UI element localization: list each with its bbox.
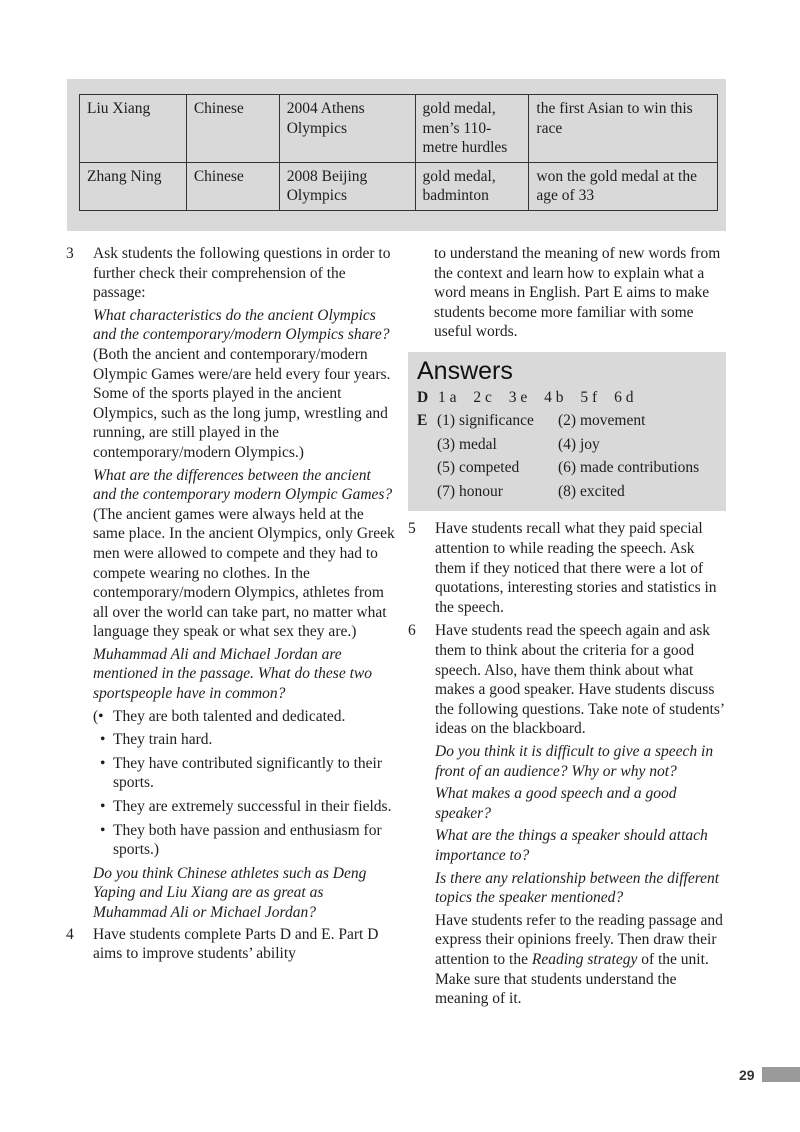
- page-number-bar: [762, 1067, 800, 1082]
- question-text: Muhammad Ali and Michael Jordan are mentioned in the passage. What do these two sportspeople have in common?: [93, 645, 372, 703]
- answers-part-e: [417, 409, 718, 503]
- step-3: [66, 244, 396, 923]
- nationality-cell: Chinese: [186, 162, 279, 210]
- page-number: 29: [739, 1067, 755, 1083]
- answer-item: 2 c: [473, 388, 492, 406]
- step-6-intro: Have students read the speech again and ask them to think about the criteria for a good speech. Also, have them think about what makes a good speaker. Have students discuss the following questions. Take note of students’ ideas on the blackboard.: [435, 622, 724, 738]
- answer-bullet-list: [93, 707, 396, 860]
- answer-item: (8) excited: [558, 482, 625, 500]
- reading-strategy-term: Reading strategy: [531, 950, 638, 968]
- list-item: • They train hard.: [100, 731, 213, 749]
- part-e-answers: [437, 409, 718, 503]
- answer-item: 5 f: [580, 388, 598, 406]
- answer-item: (2) movement: [558, 412, 646, 430]
- answer-text: (The ancient games were always held at the same place. In the ancient Olympics, only Greek men were allowed to compete and they had to compete wearing no clothes. In the contemporary/modern Olympics, athletes from all over the world can take part, no matter what language they speak or what sex they are.): [93, 505, 395, 641]
- question-text: What characteristics do the ancient Olympics and the contemporary/modern Olympics share?: [93, 306, 390, 344]
- left-column: [66, 244, 396, 964]
- step-4: [66, 925, 396, 964]
- table-row: [80, 95, 718, 163]
- step-3-intro: Ask students the following questions in order to further check their comprehension of the passage:: [93, 245, 391, 302]
- nationality-cell: Chinese: [186, 95, 279, 163]
- answer-item: (1) significance: [437, 412, 534, 430]
- step-4-text-continued: to understand the meaning of new words from the context and learn how to explain what a word means in English. Part E aims to make students become more familiar with some useful words.: [434, 245, 721, 341]
- right-column: [408, 244, 728, 1009]
- part-e-label: E: [417, 412, 428, 430]
- achievement-cell: gold medal, badminton: [415, 162, 529, 210]
- event-cell: 2004 Athens Olympics: [279, 95, 415, 163]
- question-text: Do you think it is difficult to give a speech in front of an audience? Why or why not?: [435, 743, 714, 780]
- note-cell: won the gold medal at the age of 33: [529, 162, 718, 210]
- answer-item: 1 a: [438, 388, 457, 406]
- answer-item: (4) joy: [558, 435, 600, 453]
- answers-box: [408, 352, 726, 512]
- step-5-text: Have students recall what they paid special attention to while reading the speech. Ask them if they noticed that there were a lot of quotations, interesting stories and statistics in the speech.: [435, 520, 717, 616]
- answer-item: 4 b: [544, 388, 564, 406]
- list-item: • They are extremely successful in their fields.: [100, 798, 392, 816]
- step-number: 5: [408, 520, 416, 538]
- question-paragraph: [93, 466, 396, 642]
- question-text: What are the things a speaker should attach importance to?: [435, 827, 708, 864]
- question-text: Do you think Chinese athletes such as Deng Yaping and Liu Xiang are as great as Muhammad Ali or Michael Jordan?: [93, 864, 367, 921]
- table-row: [80, 162, 718, 210]
- athlete-name-cell: Liu Xiang: [80, 95, 187, 163]
- step-number: 3: [66, 245, 74, 262]
- bullet-icon: •: [100, 754, 106, 772]
- event-cell: 2008 Beijing Olympics: [279, 162, 415, 210]
- athlete-name-cell: Zhang Ning: [80, 162, 187, 210]
- athlete-table: [79, 94, 718, 211]
- answer-item: 6 d: [614, 388, 634, 406]
- step-6: [408, 621, 728, 1008]
- question-paragraph: [93, 306, 396, 463]
- part-d-answers: [438, 386, 646, 410]
- question-text: What are the differences between the ancient and the contemporary modern Olympic Games?: [93, 466, 393, 504]
- question-text: What makes a good speech and a good speaker?: [435, 785, 677, 822]
- answers-part-d: [417, 386, 718, 410]
- step-6-outro: Have students refer to the reading passage and express their opinions freely. Then draw their attention to the Reading strategy of the unit. Make sure that students understand the meaning of it.: [435, 911, 723, 1008]
- step-number: 4: [66, 925, 74, 943]
- bullet-icon: •: [100, 798, 106, 816]
- answer-item: (6) made contributions: [558, 459, 700, 477]
- answer-item: (7) honour: [437, 482, 503, 500]
- achievement-cell: gold medal, men’s 110-metre hurdles: [415, 95, 529, 163]
- list-item: • They both have passion and enthusiasm for sports.): [100, 821, 382, 859]
- step-number: 6: [408, 622, 416, 640]
- bullet-icon: •: [100, 731, 106, 749]
- step-5: [408, 519, 728, 617]
- step-4-text-start: Have students complete Parts D and E. Part D aims to improve students’ ability: [93, 925, 379, 963]
- answers-title: Answers: [417, 356, 513, 385]
- list-item: • They have contributed significantly to their sports.: [100, 754, 383, 792]
- bullet-icon: (•: [93, 707, 104, 725]
- part-d-label: D: [417, 388, 429, 406]
- answer-item: (3) medal: [437, 435, 497, 453]
- answer-item: (5) competed: [437, 459, 520, 477]
- answer-text: (Both the ancient and contemporary/modern Olympic Games were/are held every four years. Some of the sports played in the ancient Olympics, such as the long jump, wrestling and running, are still played in the contemporary/modern Olympics.): [93, 345, 391, 461]
- step-4-continued: [408, 244, 728, 342]
- bullet-icon: •: [100, 821, 106, 839]
- question-text: Is there any relationship between the different topics the speaker mentioned?: [435, 869, 720, 907]
- list-item: (• They are both talented and dedicated.: [93, 707, 346, 725]
- note-cell: the first Asian to win this race: [529, 95, 718, 163]
- athlete-table-panel: [67, 79, 726, 231]
- answer-item: 3 e: [508, 388, 528, 406]
